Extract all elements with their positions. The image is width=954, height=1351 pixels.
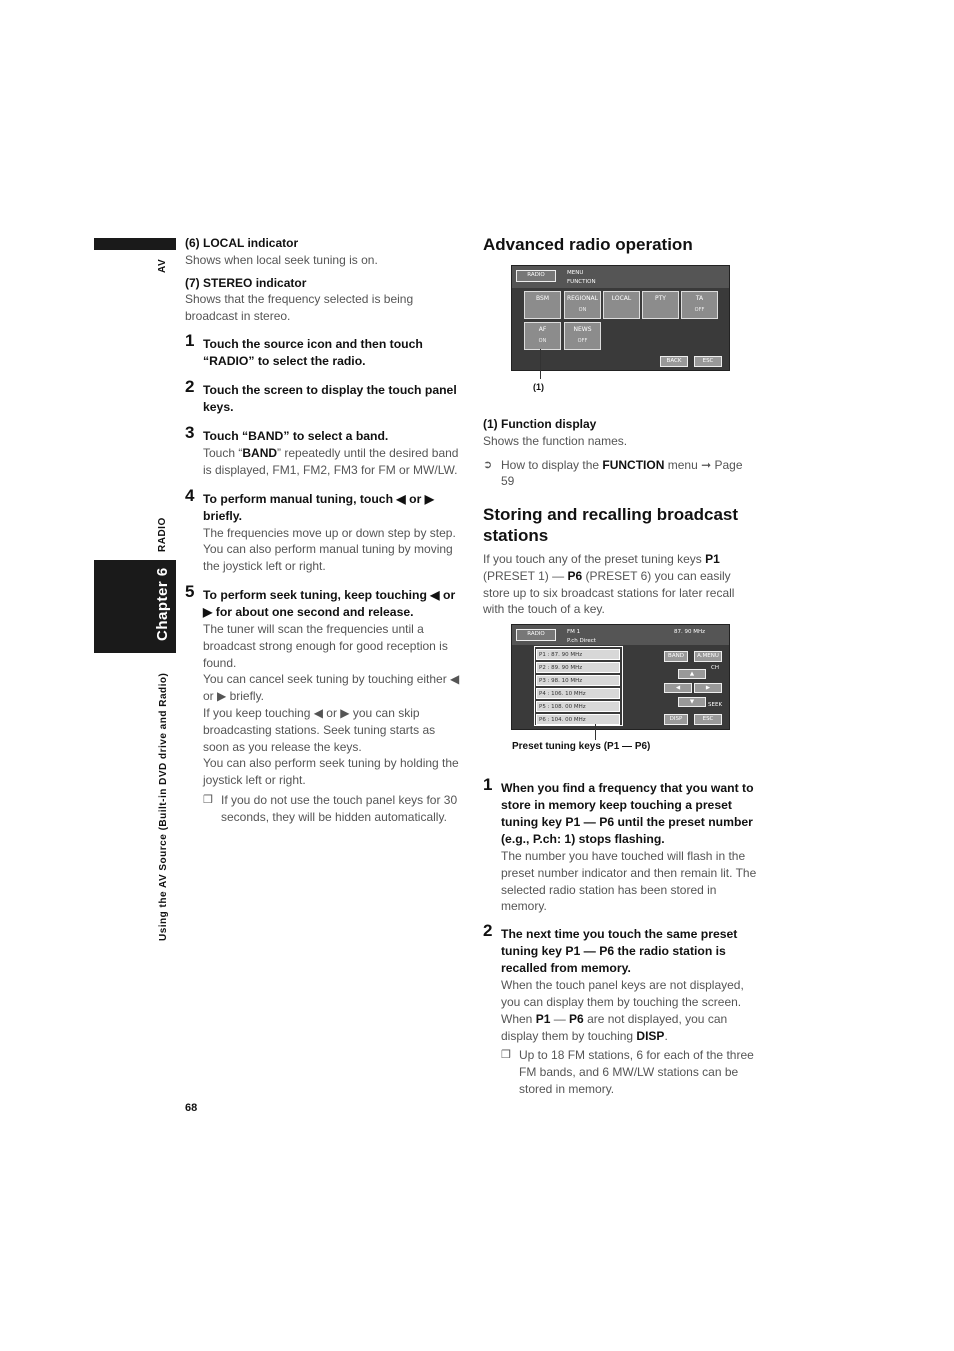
step-desc: You can also perform seek tuning by holding the joystick left or right.	[203, 756, 459, 788]
disp-button[interactable]: DISP	[664, 714, 688, 725]
down-button[interactable]: ▼	[678, 697, 706, 707]
band-label: FM 1	[567, 629, 581, 635]
local-indicator-desc: Shows when local seek tuning is on.	[185, 252, 378, 267]
right-steps	[483, 775, 758, 1098]
esc-button[interactable]: ESC	[694, 356, 722, 367]
step-title: To perform manual tuning, touch ◀ or ▶ briefly.	[203, 491, 435, 523]
step-title: Touch “BAND” to select a band.	[203, 428, 389, 443]
chapter-label: Chapter 6	[154, 567, 171, 641]
radio-logo: RADIO	[516, 270, 556, 282]
band-button[interactable]: BAND	[664, 651, 688, 662]
step-desc: If you keep touching ◀ or ▶ you can skip broadcasting stations. Seek tuning starts as soon as you release the keys.	[203, 705, 436, 754]
preset-key-p4[interactable]: P4 : 106. 10 MHz	[536, 688, 620, 699]
preset-keys-caption: Preset tuning keys (P1 — P6)	[512, 741, 651, 752]
step-number: 1	[185, 330, 195, 350]
preset-channel-label: P.ch Direct	[567, 638, 596, 644]
preset-key-p5[interactable]: P5 : 108. 00 MHz	[536, 701, 620, 712]
step-number: 4	[185, 485, 195, 505]
pty-button[interactable]: PTY	[642, 291, 679, 319]
step-desc: Touch “BAND” repeatedly until the desired band is displayed, FM1, FM2, FM3 for FM or MW/LW.	[203, 445, 459, 477]
function-display-title: (1) Function display	[483, 417, 597, 431]
step-3	[185, 422, 460, 479]
step-2	[185, 376, 460, 416]
sidebar-top-bar	[94, 238, 176, 250]
news-button[interactable]: NEWS OFF	[564, 322, 601, 350]
howto-note: ➲ How to display the FUNCTION menu ➞ Page 59	[483, 457, 743, 489]
storing-heading: Storing and recalling broadcast stations	[483, 505, 739, 545]
radio-logo: RADIO	[516, 629, 556, 641]
local-button[interactable]: LOCAL	[603, 291, 640, 319]
preset-key-p3[interactable]: P3 : 98. 10 MHz	[536, 675, 620, 686]
up-button[interactable]: ▲	[678, 669, 706, 679]
step-desc: The tuner will scan the frequencies until a broadcast strong enough for good reception is found.	[203, 621, 448, 670]
step-note: ❒ If you do not use the touch panel keys for 30 seconds, they will be hidden automatically.	[203, 792, 458, 824]
step-title: Touch the screen to display the touch panel keys.	[203, 382, 457, 414]
stereo-indicator-desc: Shows that the frequency selected is being broadcast in stereo.	[185, 292, 414, 324]
step-number: 3	[185, 422, 195, 442]
sidebar-av-label: AV	[157, 258, 168, 273]
left-button[interactable]: ◀	[664, 683, 692, 693]
step-number: 5	[185, 581, 195, 601]
ch-label: CH	[711, 665, 719, 671]
function-display-block	[483, 416, 758, 490]
regional-button[interactable]: REGIONAL ON	[564, 291, 601, 319]
advanced-radio-heading: Advanced radio operation	[483, 235, 693, 254]
function-menu-screen	[511, 265, 730, 371]
reference-arrow-icon: ➲	[483, 458, 493, 471]
seek-label: SEEK	[708, 702, 723, 708]
storing-intro-text: If you touch any of the preset tuning keys P1 (PRESET 1) — P6 (PRESET 6) you can easily store up to six broadcast stations for later recall with the touch of a key.	[483, 552, 735, 617]
step-desc: You can cancel seek tuning by touching either ◀ or ▶ briefly.	[203, 672, 460, 704]
preset-tuning-screen	[511, 624, 730, 730]
callout-line-2	[595, 724, 596, 740]
step-title: When you find a frequency that you want to store in memory keep touching a preset tuning key P1 — P6 until the preset number (e.g., P.ch: 1) stops flashing.	[501, 781, 754, 846]
store-step-2	[483, 921, 758, 1098]
step-5	[185, 581, 460, 826]
sidebar-section-label: Using the AV Source (Built-in DVD drive and Radio)	[158, 672, 169, 941]
step-title: Touch the source icon and then touch “RADIO” to select the radio.	[203, 336, 423, 368]
checkbox-bullet-icon: ❒	[203, 793, 213, 806]
bsm-button[interactable]: BSM	[524, 291, 561, 319]
storing-intro	[483, 551, 758, 618]
checkbox-bullet-icon: ❒	[501, 1049, 511, 1062]
callout-label-1: (1)	[533, 382, 544, 392]
preset-key-p6[interactable]: P6 : 104. 00 MHz	[536, 714, 620, 725]
preset-key-p1[interactable]: P1 : 87. 90 MHz	[536, 649, 620, 660]
step-number: 2	[483, 921, 493, 941]
preset-key-p2[interactable]: P2 : 89. 90 MHz	[536, 662, 620, 673]
step-number: 2	[185, 376, 195, 396]
ta-button[interactable]: TA OFF	[681, 291, 718, 319]
back-button[interactable]: BACK	[660, 356, 688, 367]
callout-line-1	[540, 349, 541, 379]
step-desc: When the touch panel keys are not displayed, you can display them by touching the screen. When P1 — P6 are not displayed, you can display them by touching DISP.	[501, 978, 744, 1043]
local-indicator-heading: (6) LOCAL indicator	[185, 236, 299, 250]
step-desc: The frequencies move up or down step by step.	[203, 525, 456, 540]
page-number: 68	[185, 1102, 198, 1114]
step-1	[185, 330, 460, 370]
store-step-1	[483, 775, 758, 915]
step-4	[185, 485, 460, 575]
a-menu-button[interactable]: A.MENU	[694, 651, 722, 662]
stereo-indicator-heading: (7) STEREO indicator	[185, 275, 307, 290]
esc-button[interactable]: ESC	[694, 714, 722, 725]
af-button[interactable]: AF ON	[524, 322, 561, 350]
function-display-desc: Shows the function names.	[483, 433, 628, 448]
step-note: ❒ Up to 18 FM stations, 6 for each of the three FM bands, and 6 MW/LW stations can be stored in memory.	[501, 1048, 754, 1096]
step-number: 1	[483, 775, 493, 794]
step-title: To perform seek tuning, keep touching ◀ or ▶ for about one second and release.	[203, 587, 456, 619]
step-desc: You can also perform manual tuning by moving the joystick left or right.	[203, 542, 453, 574]
function-label: FUNCTION	[567, 279, 596, 285]
right-button[interactable]: ▶	[694, 683, 722, 693]
sidebar-radio-label: RADIO	[157, 517, 168, 552]
step-title: The next time you touch the same preset tuning key P1 — P6 the radio station is recalled from memory.	[501, 927, 738, 976]
menu-label: MENU	[567, 270, 584, 276]
frequency-readout: 87. 90 MHz	[674, 629, 706, 635]
step-desc: The number you have touched will flash in the preset number indicator and then remain lit. The selected radio station has been stored in memory.	[501, 849, 757, 914]
left-column	[185, 235, 460, 826]
